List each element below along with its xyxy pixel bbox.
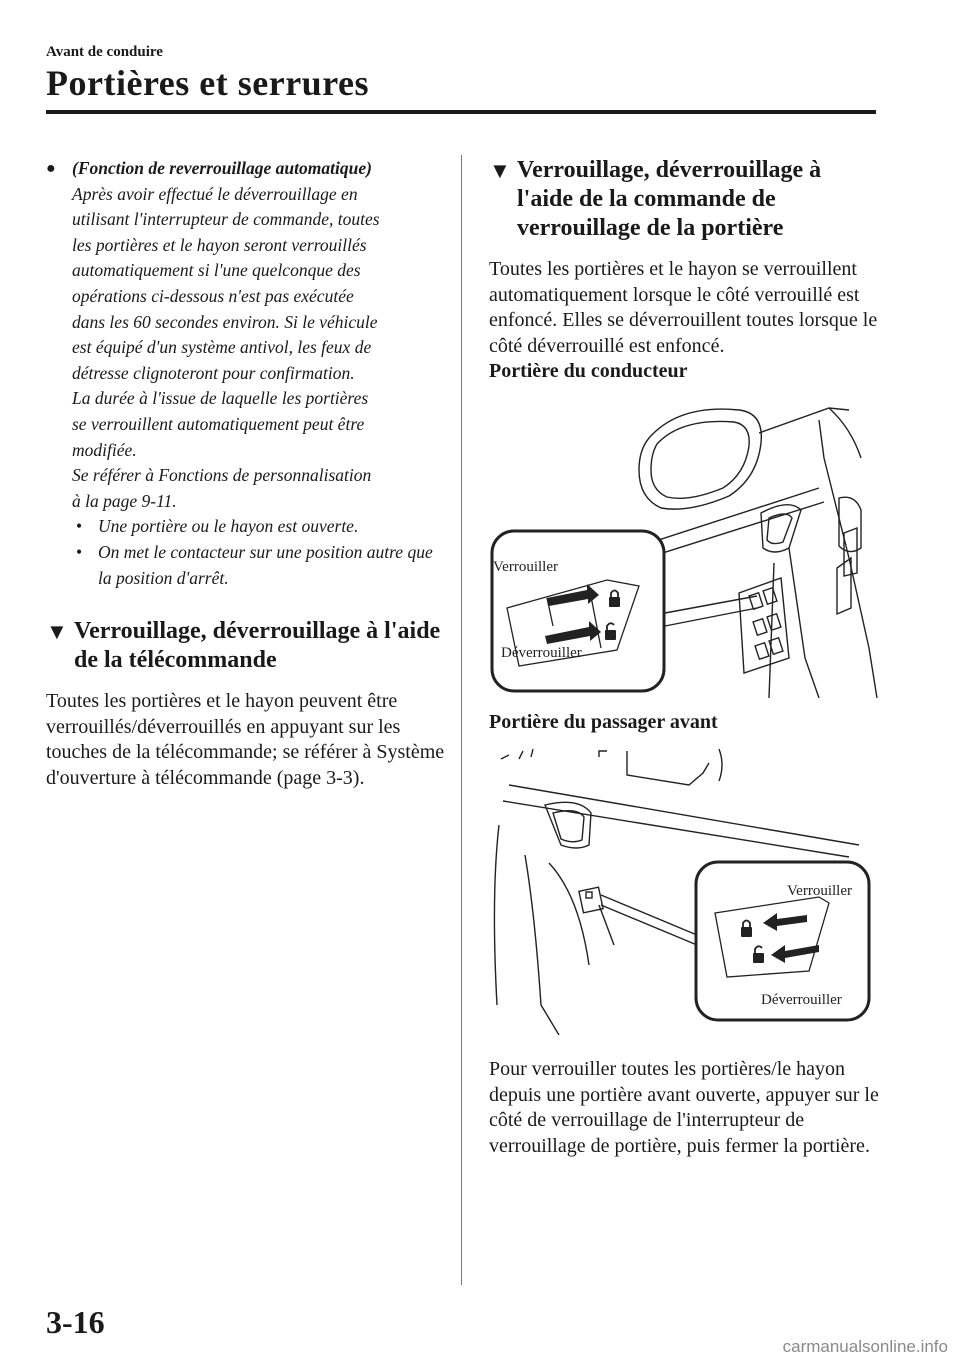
right-column	[489, 156, 879, 1159]
bullet-line: La durée à l'issue de laquelle les portières	[72, 388, 369, 409]
page-number: 3-16	[46, 1304, 105, 1340]
bullet-line: utilisant l'interrupteur de commande, toutes	[72, 209, 380, 230]
bullet-line: Après avoir effectué le déverrouillage en	[72, 183, 358, 204]
sub-bullet-icon: •	[76, 541, 83, 562]
bullet-line: automatiquement si l'une quelconque des	[72, 260, 361, 281]
passenger-door-figure	[489, 745, 879, 1035]
driver-lock-label: Verrouiller	[493, 559, 558, 575]
bullet-icon: ●	[46, 160, 56, 177]
triangle-icon: ▼	[46, 619, 68, 645]
driver-unlock-label: Déverrouiller	[501, 645, 582, 661]
passenger-door-label: Portière du passager avant	[489, 711, 718, 733]
remote-body: Toutes les portières et le hayon peuvent être verrouillés/déverrouillés en appuyant sur les touches de la télécommande; se référer à Système d'ouverture à télécommande (page 3-3).	[46, 690, 445, 789]
remote-heading-text: Verrouillage, déverrouillage à l'aide de la télécommande	[74, 618, 441, 674]
header-rule	[46, 110, 876, 114]
bullet-title: (Fonction de reverrouillage automatique)	[72, 158, 372, 178]
sub-item	[72, 540, 446, 591]
bullet-line: à la page 9-11.	[72, 490, 177, 511]
bullet-line: Se référer à Fonctions de personnalisation	[72, 465, 372, 486]
triangle-icon: ▼	[489, 158, 511, 183]
bullet-line: détresse clignoteront pour confirmation.	[72, 362, 355, 383]
closing-paragraph: Pour verrouiller toutes les portières/le hayon depuis une portière avant ouverte, appuyer sur le côté de verrouillage de l'interrupteur de verrouillage de portière, puis fermer la portière.	[489, 1058, 879, 1157]
bullet-line: se verrouillent automatiquement peut être	[72, 413, 365, 434]
driver-door-figure	[489, 398, 879, 698]
chapter-title: Portières et serrures	[46, 63, 370, 103]
bullet-line: opérations ci-dessous n'est pas exécutée	[72, 285, 354, 306]
door-switch-heading	[489, 156, 879, 243]
passenger-unlock-label: Déverrouiller	[761, 992, 842, 1008]
bullet-line: modifiée.	[72, 439, 137, 460]
driver-door-label: Portière du conducteur	[489, 360, 688, 382]
section-label: Avant de conduire	[46, 44, 163, 60]
left-column	[46, 156, 446, 791]
bullet-line: dans les 60 secondes environ. Si le véhicule	[72, 311, 378, 332]
auto-relock-bullet	[46, 156, 446, 591]
bullet-line: les portières et le hayon seront verrouillés	[72, 234, 367, 255]
door-switch-body: Toutes les portières et le hayon se verrouillent automatiquement lorsque le côté verrouillé est enfoncé. Elles se déverrouillent toutes lorsque le côté déverrouillé est enfoncé.	[489, 258, 878, 357]
column-divider	[461, 155, 462, 1285]
door-switch-heading-text: Verrouillage, déverrouillage à l'aide de la commande de verrouillage de la portière	[517, 157, 822, 241]
sub-item	[72, 514, 446, 540]
remote-heading	[46, 617, 446, 675]
sub-item-text: On met le contacteur sur une position autre que la position d'arrêt.	[98, 541, 433, 588]
bullet-line: est équipé d'un système antivol, les feux de	[72, 337, 372, 358]
sub-item-text: Une portière ou le hayon est ouverte.	[98, 516, 359, 537]
watermark: carmanualsonline.info	[782, 1337, 948, 1356]
sub-bullet-icon: •	[76, 516, 83, 537]
passenger-lock-label: Verrouiller	[787, 883, 852, 899]
